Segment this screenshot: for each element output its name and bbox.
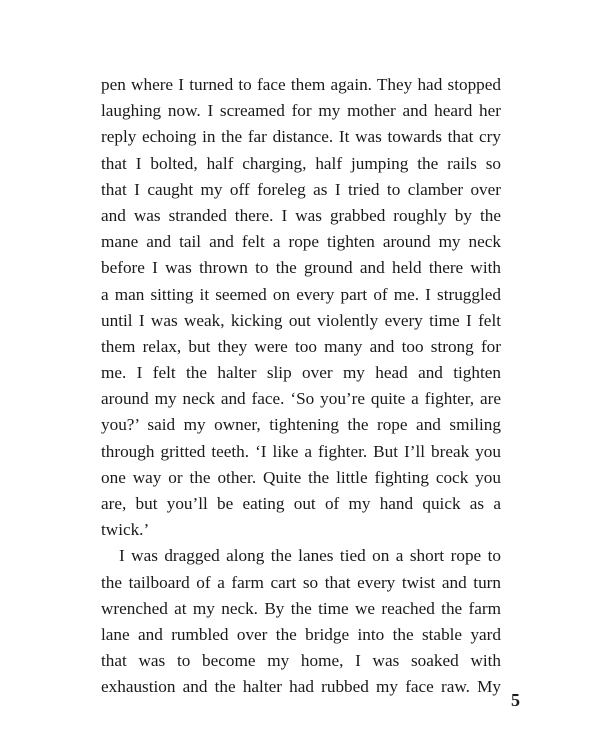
text-line: one way or the other. Quite the little fighting cock you <box>101 467 501 487</box>
text-line: lane and rumbled over the bridge into the stable yard <box>101 624 501 644</box>
paragraph-start-line: I was dragged along the lanes tied on a short rope to <box>119 546 501 566</box>
text-line: me. I felt the halter slip over my head and tighten <box>101 363 501 383</box>
text-line: reply echoing in the far distance. It was towards that cry <box>101 127 501 147</box>
paragraph-end-line: twick.’ <box>101 520 150 540</box>
text-line: until I was weak, kicking out violently every time I felt <box>101 310 501 330</box>
text-line: that was to become my home, I was soaked with <box>101 651 501 671</box>
text-line: the tailboard of a farm cart so that every twist and turn <box>101 572 501 592</box>
text-line: mane and tail and felt a rope tighten around my neck <box>101 232 501 252</box>
text-line: and was stranded there. I was grabbed roughly by the <box>101 205 501 225</box>
text-line: around my neck and face. ‘So you’re quite a fighter, are <box>101 389 501 409</box>
text-line: wrenched at my neck. By the time we reached the farm <box>101 598 501 618</box>
text-line: laughing now. I screamed for my mother and heard her <box>101 101 501 121</box>
text-line: through gritted teeth. ‘I like a fighter. But I’ll break you <box>101 441 501 461</box>
text-line: are, but you’ll be eating out of my hand quick as a <box>101 494 501 513</box>
body-text <box>101 72 501 701</box>
text-line: before I was thrown to the ground and held there with <box>101 258 501 278</box>
text-line: you?’ said my owner, tightening the rope and smiling <box>101 415 501 435</box>
text-line: them relax, but they were too many and too strong for <box>101 336 501 356</box>
text-line: that I caught my off foreleg as I tried to clamber over <box>101 179 501 199</box>
page-number: 5 <box>511 690 520 710</box>
text-line: a man sitting it seemed on every part of me. I struggled <box>101 284 501 304</box>
text-line: pen where I turned to face them again. They had stopped <box>101 75 501 94</box>
text-line: that I bolted, half charging, half jumping the rails so <box>101 153 501 173</box>
text-line: exhaustion and the halter had rubbed my face raw. My <box>101 677 501 697</box>
